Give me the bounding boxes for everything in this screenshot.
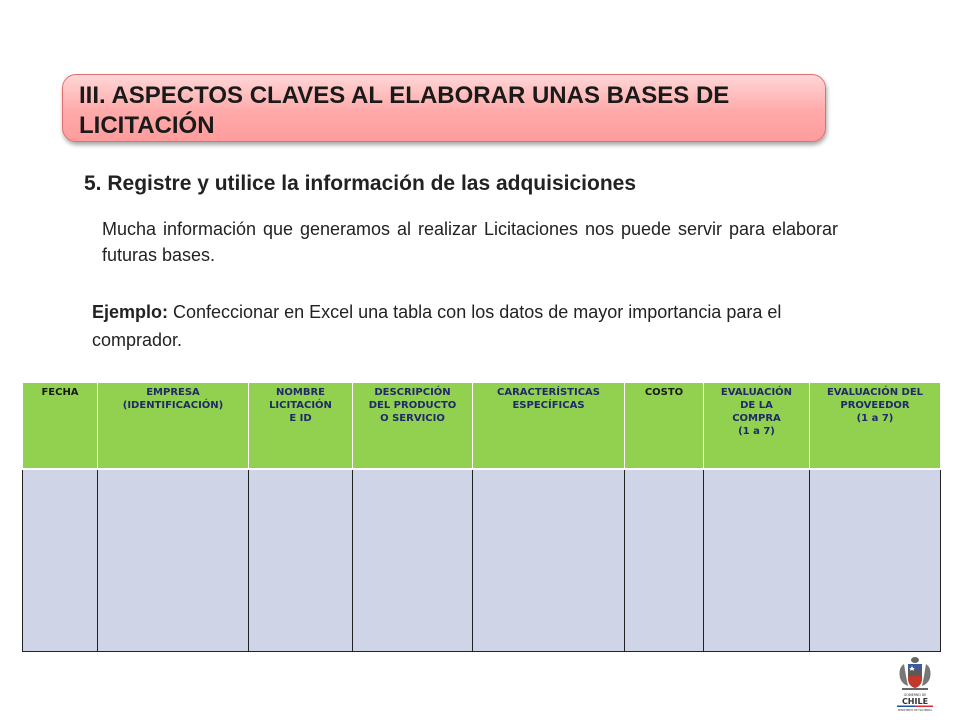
svg-text:MINISTERIO DE HACIENDA: MINISTERIO DE HACIENDA: [897, 709, 933, 712]
section-title-box: [62, 74, 826, 142]
section-title: III. ASPECTOS CLAVES AL ELABORAR UNAS BASES DE LICITACIÓN: [79, 82, 730, 139]
table-cell: [23, 469, 98, 652]
gobierno-de-chile-logo: [890, 650, 940, 712]
subtitle: 5. Registre y utilice la información de las adquisiciones: [84, 172, 637, 195]
table-cell: [353, 469, 473, 652]
column-header-caracteristicas: CARACTERÍSTICAS ESPECÍFICAS: [473, 383, 625, 470]
example-label: Ejemplo:: [92, 302, 169, 322]
coat-of-arms-icon: [900, 657, 931, 690]
column-header-empresa: EMPRESA (IDENTIFICACIÓN): [98, 383, 249, 470]
column-header-fecha: FECHA: [23, 383, 98, 470]
column-header-nombre-licitacion: NOMBRE LICITACIÓN E ID: [249, 383, 353, 470]
table-cell: [704, 469, 810, 652]
table-row: [23, 469, 941, 652]
example-paragraph: [92, 298, 812, 354]
table-header-row: [23, 383, 941, 470]
acquisitions-table: [22, 382, 941, 652]
column-header-evaluacion-proveedor: EVALUACIÓN DEL PROVEEDOR (1 a 7): [810, 383, 941, 470]
table-cell: [625, 469, 704, 652]
table-cell: [473, 469, 625, 652]
table-cell: [98, 469, 249, 652]
table-cell: [249, 469, 353, 652]
column-header-costo: COSTO: [625, 383, 704, 470]
column-header-descripcion: DESCRIPCIÓN DEL PRODUCTO O SERVICIO: [353, 383, 473, 470]
svg-text:GOBIERNO DE: GOBIERNO DE: [903, 693, 927, 697]
example-text: Confeccionar en Excel una tabla con los datos de mayor importancia para el comprador.: [92, 302, 782, 350]
intro-paragraph: Mucha información que generamos al realizar Licitaciones nos puede servir para elaborar futuras bases.: [102, 219, 838, 265]
svg-text:CHILE: CHILE: [901, 697, 929, 706]
column-header-evaluacion-compra: EVALUACIÓN DE LA COMPRA (1 a 7): [704, 383, 810, 470]
table-cell: [810, 469, 941, 652]
